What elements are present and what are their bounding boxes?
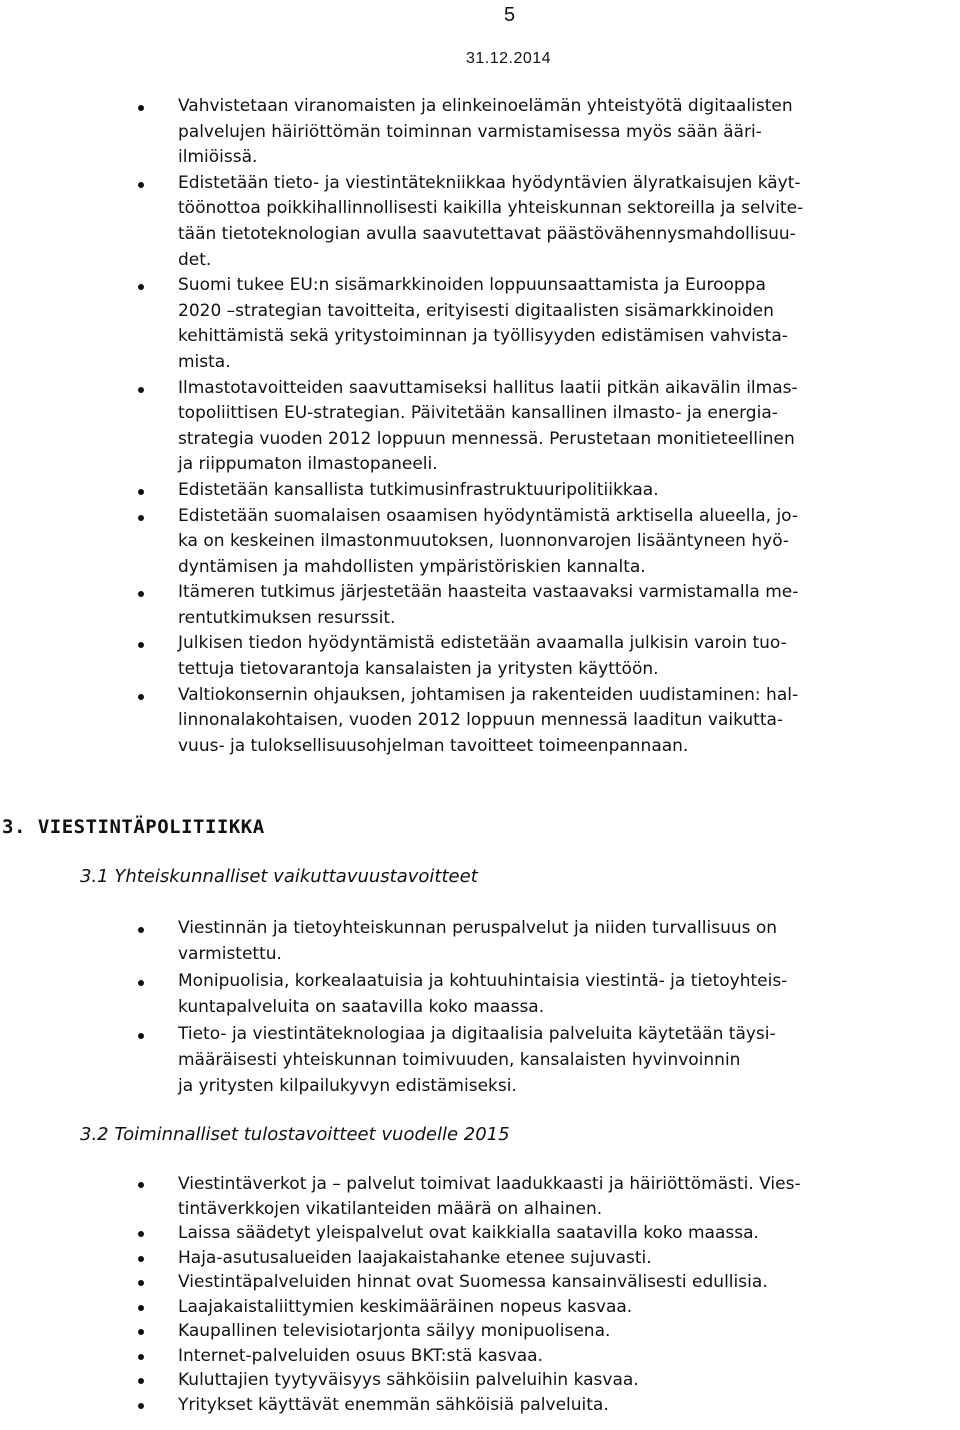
list-item-line: Internet-palveluiden osuus BKT:stä kasvaa.	[178, 1345, 544, 1366]
subsection-heading-performance-goals: 3.2 Toiminnalliset tulostavoitteet vuodelle 2015	[80, 1124, 510, 1145]
list-item-line: rentutkimuksen resurssit.	[178, 607, 396, 628]
page-date: 31.12.2014	[466, 50, 552, 67]
list-item-line: Edistetään tieto- ja viestintätekniikkaa hyödyntävien älyratkaisujen käyt-	[178, 172, 801, 193]
list-item-line: Edistetään suomalaisen osaamisen hyödyntämistä arktisella alueella, jo-	[178, 505, 799, 526]
list-item-line: linnonalakohtaisen, vuoden 2012 loppuun mennessä laaditun vaikutta-	[178, 710, 784, 731]
list-item-line: tintäverkkojen vikatilanteiden määrä on alhainen.	[178, 1198, 603, 1219]
list-item	[0, 1221, 948, 1246]
list-item-line: määräisesti yhteiskunnan toimivuuden, kansalaisten hyvinvoinnin	[178, 1049, 741, 1070]
list-item-line: dyntämisen ja mahdollisten ympäristöriskien kannalta.	[178, 556, 646, 577]
list-item-line: Valtiokonsernin ohjauksen, johtamisen ja rakenteiden uudistaminen: hal-	[178, 684, 799, 705]
list-item-line: Viestintäpalveluiden hinnat ovat Suomessa kansainvälisesti edullisia.	[178, 1272, 768, 1292]
list-item-line: Kaupallinen televisiotarjonta säilyy monipuolisena.	[178, 1321, 611, 1341]
list-item-line: topoliittisen EU-strategian. Päivitetään kansallinen ilmasto- ja energia-	[178, 403, 778, 424]
list-item	[0, 683, 948, 760]
list-item	[0, 273, 948, 375]
page-number: 5	[504, 4, 516, 26]
list-item-line: ilmiöissä.	[178, 147, 258, 168]
list-item-line: ja yritysten kilpailukyvyn edistämiseksi.	[178, 1075, 517, 1096]
list-item	[0, 580, 948, 631]
list-item-line: Suomi tukee EU:n sisämarkkinoiden loppuunsaattamista ja Eurooppa	[178, 275, 766, 296]
bullet-list-goals	[0, 94, 960, 759]
list-item-line: Laajakaistaliittymien keskimääräinen nopeus kasvaa.	[178, 1296, 633, 1317]
list-item-line: ja riippumaton ilmastopaneeli.	[178, 454, 438, 475]
list-item-line: strategia vuoden 2012 loppuun mennessä. Perustetaan monitieteellinen	[178, 428, 795, 449]
list-item-line: Itämeren tutkimus järjestetään haasteita vastaavaksi varmistamalla me-	[178, 582, 799, 603]
list-item	[0, 478, 948, 504]
list-item	[0, 376, 948, 478]
list-item-line: Tieto- ja viestintäteknologiaa ja digitaalisia palveluita käytetään täysi-	[178, 1024, 776, 1045]
list-item-line: Julkisen tiedon hyödyntämistä edistetään avaamalla julkisin varoin tuo-	[178, 633, 787, 654]
list-item-line: Haja-asutusalueiden laajakaistahanke etenee sujuvasti.	[178, 1247, 652, 1268]
list-item-line: Vahvistetaan viranomaisten ja elinkeinoelämän yhteistyötä digitaalisten	[178, 96, 793, 116]
subsection-heading-impact-goals: 3.1 Yhteiskunnalliset vaikuttavuustavoitteet	[80, 866, 478, 887]
list-item	[0, 94, 948, 171]
list-item	[0, 916, 948, 967]
list-item	[0, 1368, 948, 1393]
list-item-line: mista.	[178, 351, 231, 372]
list-item	[0, 631, 948, 682]
list-item-line: tettuja tietovarantoja kansalaisten ja yritysten käyttöön.	[178, 659, 659, 680]
list-item	[0, 1393, 948, 1418]
list-item	[0, 171, 948, 273]
list-item	[0, 1295, 948, 1320]
list-item-line: Monipuolisia, korkealaatuisia ja kohtuuhintaisia viestintä- ja tietoyhteis-	[178, 971, 788, 992]
list-item	[0, 1022, 948, 1099]
list-item-line: kehittämistä sekä yritystoiminnan ja työllisyyden edistämisen vahvista-	[178, 326, 788, 347]
list-item-line: Laissa säädetyt yleispalvelut ovat kaikkialla saatavilla koko maassa.	[178, 1223, 759, 1243]
list-item-line: Kuluttajien tyytyväisyys sähköisiin palveluihin kasvaa.	[178, 1370, 639, 1390]
list-item	[0, 1319, 948, 1344]
list-item-line: vuus- ja tuloksellisuusohjelman tavoitteet toimeenpannaan.	[178, 735, 689, 756]
list-item-line: tään tietoteknologian avulla saavutettavat päästövähennysmahdollisuu-	[178, 223, 796, 244]
list-item-line: varmistettu.	[178, 943, 282, 964]
section-heading: 3. VIESTINTÄPOLITIIKKA	[2, 816, 265, 838]
list-item-line: ka on keskeinen ilmastonmuutoksen, luonnonvarojen lisääntyneen hyö-	[178, 531, 790, 552]
list-item-line: Edistetään kansallista tutkimusinfrastruktuuripolitiikkaa.	[178, 479, 659, 500]
list-item	[0, 504, 948, 581]
list-item	[0, 969, 948, 1020]
list-item	[0, 1246, 948, 1271]
list-item-line: Ilmastotavoitteiden saavuttamiseksi hallitus laatii pitkän aikavälin ilmas-	[178, 377, 798, 398]
list-item-line: Viestinnän ja tietoyhteiskunnan peruspalvelut ja niiden turvallisuus on	[178, 918, 778, 938]
list-item-line: 2020 –strategian tavoitteita, erityisesti digitaalisten sisämarkkinoiden	[178, 300, 774, 321]
bullet-list-performance-goals	[0, 1172, 960, 1417]
list-item	[0, 1344, 948, 1369]
list-item	[0, 1270, 948, 1295]
list-item-line: det.	[178, 249, 212, 270]
list-item-line: töönottoa poikkihallinnollisesti kaikilla yhteiskunnan sektoreilla ja selvite-	[178, 198, 804, 219]
list-item-line: Viestintäverkot ja – palvelut toimivat laadukkaasti ja häiriöttömästi. Vies-	[178, 1174, 801, 1194]
list-item-line: kuntapalveluita on saatavilla koko maassa.	[178, 996, 545, 1017]
bullet-list-impact-goals	[0, 916, 960, 1101]
list-item-line: Yritykset käyttävät enemmän sähköisiä palveluita.	[178, 1394, 609, 1415]
list-item-line: palvelujen häiriöttömän toiminnan varmistamisessa myös sään ääri-	[178, 121, 762, 142]
list-item	[0, 1172, 948, 1221]
